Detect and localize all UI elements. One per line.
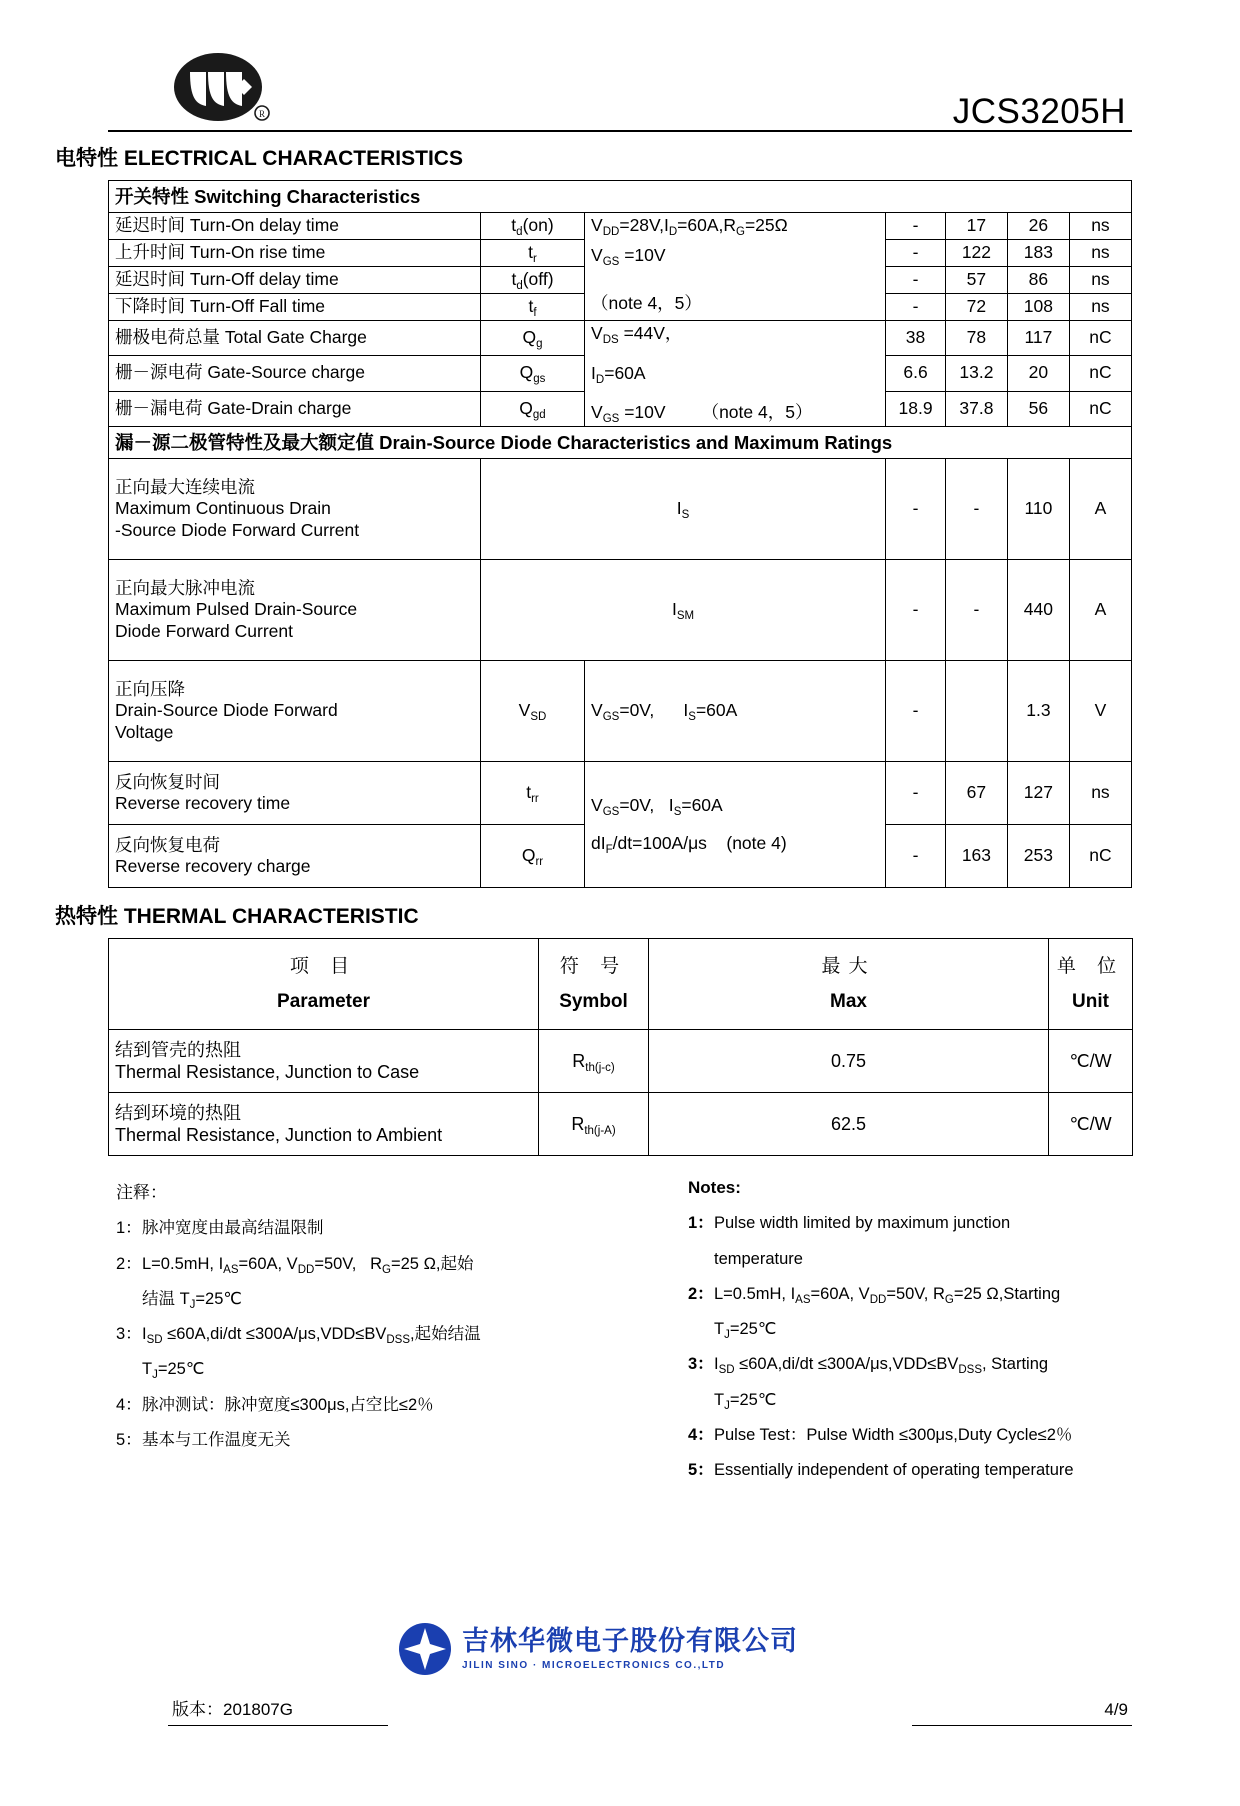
value-max: 0.75 xyxy=(649,1030,1049,1093)
electrical-characteristics-table xyxy=(108,180,1132,888)
note-text: Essentially independent of operating temperature xyxy=(714,1461,1074,1480)
param-en-1: Reverse recovery time xyxy=(115,793,291,814)
list-item xyxy=(116,1323,620,1345)
footer-rule-right xyxy=(912,1725,1132,1726)
diode-band-en: Drain-Source Diode Characteristics and Maximum Ratings xyxy=(379,432,893,454)
note-continuation: $T_J=25℃$ xyxy=(714,1320,777,1342)
table-row xyxy=(109,939,1133,1030)
note-text: 基本与工作温度无关 xyxy=(142,1430,291,1449)
condition-vsd: $V_{GS}=0V$, $I_S=60A$ xyxy=(585,661,886,762)
company-logo xyxy=(398,1622,798,1676)
svg-text:R: R xyxy=(258,109,266,119)
value-min: - xyxy=(886,560,946,661)
param-qrr xyxy=(109,825,481,888)
value-min: - xyxy=(886,459,946,560)
page-number: 4/9 xyxy=(1104,1700,1128,1719)
symbol-trr: $t_{rr}$ xyxy=(480,762,584,825)
cond-vds: $V_{DS} =44V$， xyxy=(591,322,683,346)
header-parameter xyxy=(109,939,539,1030)
value-unit: ns xyxy=(1069,240,1131,267)
note-text: $I_{SD} \le 60A,di/dt \le 300A/\mu s,VDD\le BV_{DSS}$,起始结温 xyxy=(142,1325,481,1347)
value-min: - xyxy=(886,825,946,888)
note-index: 1： xyxy=(688,1214,714,1233)
condition-charge-block xyxy=(585,320,886,427)
jcs-logo-icon xyxy=(166,52,278,126)
table-row xyxy=(109,1030,1133,1093)
value-min: - xyxy=(886,661,946,762)
notes-en-title: Notes: xyxy=(688,1178,741,1198)
symbol-qg: $Q_g$ xyxy=(480,320,584,356)
note-continuation: 结温 $T_J=25℃$ xyxy=(142,1289,242,1311)
value-min: - xyxy=(886,762,946,825)
header-parameter-cn: 项 目 xyxy=(289,955,358,977)
param-cn: 栅－漏电荷 xyxy=(115,398,203,419)
header-max xyxy=(649,939,1049,1030)
cond-note: （note 4，5） xyxy=(591,292,702,313)
symbol-tr: $t_r$ xyxy=(480,240,584,267)
value-typ: 122 xyxy=(945,240,1007,267)
value-typ: 13.2 xyxy=(945,356,1007,392)
value-unit: ℃/W xyxy=(1049,1030,1133,1093)
thermal-section-title xyxy=(55,900,1240,930)
electrical-table-wrap xyxy=(108,180,1132,888)
value-typ: 78 xyxy=(945,320,1007,356)
note-text: L=0.5mH, $I_{AS}=60A$, $V_{DD}=50V$, $R_G=25$ Ω,Starting xyxy=(714,1284,1061,1306)
symbol-qgs: $Q_{gs}$ xyxy=(480,356,584,392)
param-ism xyxy=(109,560,481,661)
electrical-title-cn: 电特性 xyxy=(55,147,118,170)
list-item xyxy=(116,1429,620,1451)
symbol-qrr: $Q_{rr}$ xyxy=(480,825,584,888)
value-unit: nC xyxy=(1069,320,1131,356)
part-number: JCS3205H xyxy=(952,92,1126,131)
list-item xyxy=(688,1459,1132,1481)
thermal-table-wrap xyxy=(108,938,1132,1156)
value-max: 183 xyxy=(1007,240,1069,267)
param-trr xyxy=(109,762,481,825)
symbol-td-on: $t_d(on)$ xyxy=(480,213,584,240)
value-max: 117 xyxy=(1007,320,1069,356)
param-en: Gate-Source charge xyxy=(207,362,365,383)
note-index: 4： xyxy=(116,1395,142,1414)
note-index: 3： xyxy=(688,1355,714,1374)
value-unit: nC xyxy=(1069,825,1131,888)
symbol-rth-jc: $R_{th(j-c)}$ xyxy=(539,1030,649,1093)
param-qg xyxy=(109,320,481,356)
notes-section xyxy=(108,1178,1132,1494)
value-typ: - xyxy=(945,459,1007,560)
cond-rr-1: $V_{GS}=0V$, $I_S=60A$ xyxy=(591,795,723,818)
table-row xyxy=(109,762,1132,825)
note-text: 脉冲测试：脉冲宽度≤300μs,占空比≤2％ xyxy=(142,1395,434,1414)
note-index: 2： xyxy=(688,1284,714,1303)
cond-id: $I_D=60A$ xyxy=(591,362,646,386)
list-item xyxy=(688,1353,1132,1375)
value-typ: 72 xyxy=(945,293,1007,320)
param-en: Turn-On rise time xyxy=(189,242,326,262)
param-cn: 栅极电荷总量 xyxy=(115,326,220,347)
param-en: Thermal Resistance, Junction to Case xyxy=(115,1062,420,1083)
symbol-rth-ja: $R_{th(j-A)}$ xyxy=(539,1093,649,1156)
param-cn: 正向最大连续电流 xyxy=(115,476,255,497)
header-symbol-en: Symbol xyxy=(559,991,628,1013)
note-text: L=0.5mH, $I_{AS}=60A$, $V_{DD}=50V$, $R_G=25$ Ω,起始 xyxy=(142,1254,474,1276)
param-qgs xyxy=(109,356,481,392)
param-en: Gate-Drain charge xyxy=(207,398,352,419)
thermal-title-en: THERMAL CHARACTERISTIC xyxy=(123,905,419,929)
cond-vgs-note: $V_{GS} =10V$ （note 4，5） xyxy=(591,402,813,426)
value-min: 18.9 xyxy=(886,391,946,427)
electrical-section-title xyxy=(55,142,1240,172)
list-item xyxy=(688,1283,1132,1305)
note-index: 2： xyxy=(116,1254,142,1273)
value-unit: ns xyxy=(1069,266,1131,293)
value-typ: 37.8 xyxy=(945,391,1007,427)
table-row xyxy=(109,661,1132,762)
value-max: 26 xyxy=(1007,213,1069,240)
value-max: 1.3 xyxy=(1007,661,1069,762)
note-text: Pulse width limited by maximum junction xyxy=(714,1214,1011,1233)
table-row xyxy=(109,459,1132,560)
note-index: 5： xyxy=(688,1461,714,1480)
param-td-on xyxy=(109,213,481,240)
diode-band xyxy=(109,427,1132,459)
notes-chinese xyxy=(108,1178,620,1494)
note-index: 1： xyxy=(116,1219,142,1238)
param-en-1: Maximum Pulsed Drain-Source xyxy=(115,599,358,620)
list-item xyxy=(116,1394,620,1416)
header-symbol xyxy=(539,939,649,1030)
sino-micro-star-icon xyxy=(398,1622,452,1676)
note-continuation: temperature xyxy=(714,1249,803,1268)
value-unit: nC xyxy=(1069,391,1131,427)
param-en-1: Reverse recovery charge xyxy=(115,856,311,877)
value-max: 62.5 xyxy=(649,1093,1049,1156)
value-min: - xyxy=(886,240,946,267)
param-cn: 反向恢复时间 xyxy=(115,771,220,792)
value-max: 253 xyxy=(1007,825,1069,888)
note-index: 3： xyxy=(116,1325,142,1344)
param-cn: 延迟时间 xyxy=(115,215,185,236)
table-row xyxy=(109,560,1132,661)
header-max-cn: 最大 xyxy=(821,955,876,977)
param-cn: 上升时间 xyxy=(115,242,185,262)
param-rth-ja xyxy=(109,1093,539,1156)
param-cn: 结到管壳的热阻 xyxy=(115,1039,241,1060)
value-typ: - xyxy=(945,560,1007,661)
page-header xyxy=(108,52,1132,130)
param-cn: 下降时间 xyxy=(115,295,185,316)
condition-recovery-block xyxy=(585,762,886,888)
note-continuation: $T_J=25℃$ xyxy=(142,1360,205,1382)
value-typ: 57 xyxy=(945,266,1007,293)
list-item xyxy=(116,1217,620,1239)
header-unit-cn: 单 位 xyxy=(1056,955,1125,977)
param-cn: 栅－源电荷 xyxy=(115,362,203,383)
value-unit: ns xyxy=(1069,213,1131,240)
datasheet-page xyxy=(0,52,1240,1806)
param-vsd xyxy=(109,661,481,762)
header-unit xyxy=(1049,939,1133,1030)
switching-band xyxy=(109,181,1132,213)
list-item xyxy=(688,1212,1132,1234)
param-en: Total Gate Charge xyxy=(224,326,367,347)
value-max: 108 xyxy=(1007,293,1069,320)
notes-cn-title: 注释： xyxy=(116,1183,167,1203)
switching-band-cn: 开关特性 xyxy=(115,186,190,207)
param-en-1: Drain-Source Diode Forward xyxy=(115,700,338,721)
switching-band-en: Switching Characteristics xyxy=(194,186,421,207)
condition-switching-line1 xyxy=(585,213,886,240)
header-parameter-en: Parameter xyxy=(277,991,370,1013)
param-en: Thermal Resistance, Junction to Ambient xyxy=(115,1125,443,1146)
note-text: $I_{SD} \le 60A,di/dt \le 300A/\mu s,VDD\le BV_{DSS}$, Starting xyxy=(714,1355,1049,1377)
value-max: 110 xyxy=(1007,459,1069,560)
param-en: Turn-Off Fall time xyxy=(189,295,326,316)
note-text: Pulse Test：Pulse Width ≤300μs,Duty Cycle≤2％ xyxy=(714,1425,1073,1444)
header-symbol-cn: 符 号 xyxy=(559,955,628,977)
thermal-title-cn: 热特性 xyxy=(55,905,118,929)
list-item xyxy=(116,1253,620,1275)
table-row xyxy=(109,320,1132,356)
param-td-off xyxy=(109,266,481,293)
param-cn: 正向压降 xyxy=(115,678,185,699)
param-qgd xyxy=(109,391,481,427)
symbol-ism: $I_{SM}$ xyxy=(480,560,885,661)
cond-text: $V_{DD}=28V,I_D=60A,R_G=25\Omega$ xyxy=(591,215,788,239)
value-unit: nC xyxy=(1069,356,1131,392)
param-is xyxy=(109,459,481,560)
value-unit: ns xyxy=(1069,762,1131,825)
table-row xyxy=(109,240,1132,267)
value-min: - xyxy=(886,293,946,320)
condition-switching-block xyxy=(585,240,886,321)
table-row xyxy=(109,1093,1133,1156)
page-footer xyxy=(0,1625,1240,1760)
diode-band-cn: 漏－源二极管特性及最大额定值 xyxy=(115,432,375,454)
company-name-cn: 吉林华微电子股份有限公司 xyxy=(462,1625,798,1656)
value-min: - xyxy=(886,213,946,240)
symbol-vsd: $V_{SD}$ xyxy=(480,661,584,762)
electrical-title-en: ELECTRICAL CHARACTERISTICS xyxy=(123,147,463,170)
symbol-td-off: $t_d(off)$ xyxy=(480,266,584,293)
value-typ: 17 xyxy=(945,213,1007,240)
value-max: 86 xyxy=(1007,266,1069,293)
table-row xyxy=(109,427,1132,459)
value-min: 38 xyxy=(886,320,946,356)
param-tf xyxy=(109,293,481,320)
value-max: 127 xyxy=(1007,762,1069,825)
value-max: 56 xyxy=(1007,391,1069,427)
value-unit: A xyxy=(1069,560,1131,661)
value-typ xyxy=(945,661,1007,762)
value-min: 6.6 xyxy=(886,356,946,392)
value-unit: V xyxy=(1069,661,1131,762)
note-continuation: $T_J=25℃$ xyxy=(714,1390,777,1412)
value-unit: ns xyxy=(1069,293,1131,320)
param-en-2: Voltage xyxy=(115,722,174,743)
param-cn: 延迟时间 xyxy=(115,268,185,289)
value-max: 20 xyxy=(1007,356,1069,392)
header-unit-en: Unit xyxy=(1072,991,1109,1013)
symbol-tf: $t_f$ xyxy=(480,293,584,320)
table-row xyxy=(109,213,1132,240)
param-cn: 结到环境的热阻 xyxy=(115,1102,241,1123)
param-en: Turn-Off delay time xyxy=(189,268,339,289)
param-rth-jc xyxy=(109,1030,539,1093)
note-index: 5： xyxy=(116,1430,142,1449)
value-min: - xyxy=(886,266,946,293)
notes-english xyxy=(620,1178,1132,1494)
company-name-en: JILIN SINO · MICROELECTRONICS CO.,LTD xyxy=(462,1659,726,1671)
table-row xyxy=(109,181,1132,213)
param-tr xyxy=(109,240,481,267)
value-typ: 163 xyxy=(945,825,1007,888)
param-cn: 正向最大脉冲电流 xyxy=(115,577,255,598)
cond-vgs: $V_{GS} =10V$ xyxy=(591,244,666,268)
value-unit: A xyxy=(1069,459,1131,560)
param-en-2: Diode Forward Current xyxy=(115,621,293,642)
param-en-2: -Source Diode Forward Current xyxy=(115,520,360,541)
symbol-qgd: $Q_{gd}$ xyxy=(480,391,584,427)
footer-rule-left xyxy=(168,1725,388,1726)
param-en-1: Maximum Continuous Drain xyxy=(115,498,331,519)
param-en: Turn-On delay time xyxy=(189,215,340,236)
cond-rr-2: $dI_F/dt=100A/\mu s$ (note 4) xyxy=(591,832,787,856)
value-unit: ℃/W xyxy=(1049,1093,1133,1156)
thermal-characteristic-table xyxy=(108,938,1133,1156)
note-index: 4： xyxy=(688,1425,714,1444)
document-version: 版本：201807G xyxy=(172,1700,293,1719)
param-cn: 反向恢复电荷 xyxy=(115,834,220,855)
symbol-is: $I_S$ xyxy=(480,459,885,560)
value-max: 440 xyxy=(1007,560,1069,661)
note-text: 脉冲宽度由最高结温限制 xyxy=(142,1219,324,1238)
header-max-en: Max xyxy=(830,991,867,1013)
value-typ: 67 xyxy=(945,762,1007,825)
list-item xyxy=(688,1424,1132,1446)
